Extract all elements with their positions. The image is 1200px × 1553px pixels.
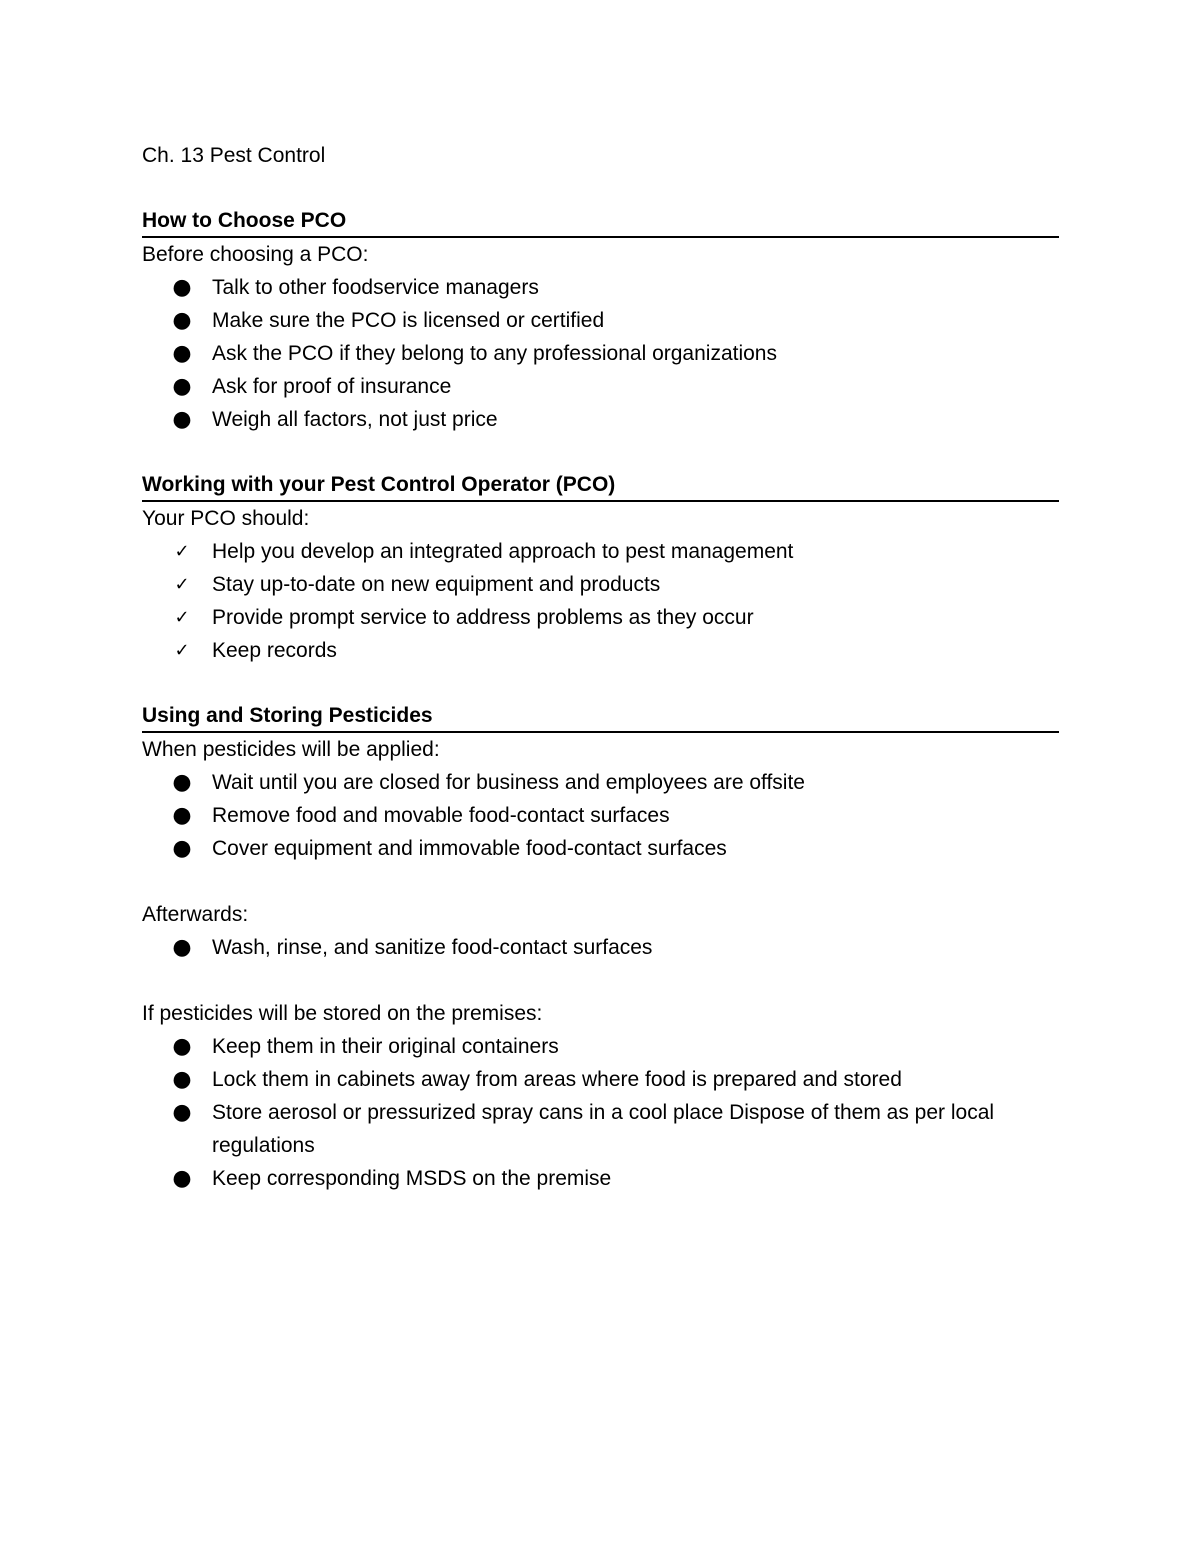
list-item — [142, 271, 1059, 304]
list-item — [142, 403, 1059, 436]
list-item-text: Make sure the PCO is licensed or certified — [212, 309, 605, 332]
list-item — [142, 568, 1059, 601]
list-item — [142, 1063, 1059, 1096]
list-item — [142, 931, 1059, 964]
section-using-storing-pesticides — [142, 700, 1059, 1195]
list-item-text: Remove food and movable food-contact surfaces — [212, 804, 670, 827]
list-item-text: Provide prompt service to address problems as they occur — [212, 606, 754, 629]
list-item-text: Keep corresponding MSDS on the premise — [212, 1167, 612, 1190]
list-item — [142, 832, 1059, 865]
list-item-text: Store aerosol or pressurized spray cans in a cool place Dispose of them as per local regulations — [212, 1101, 995, 1157]
list-item-text: Help you develop an integrated approach to pest management — [212, 540, 794, 563]
list-item-text: Talk to other foodservice managers — [212, 276, 539, 299]
checkmark-icon: ✓ — [174, 607, 190, 628]
bullet-list — [142, 931, 1059, 964]
bullet-icon: ● — [172, 935, 192, 960]
section-intro: When pesticides will be applied: — [142, 738, 440, 761]
section-heading: Using and Storing Pesticides — [142, 700, 1059, 733]
subgroup-intro: If pesticides will be stored on the premises: — [142, 1002, 543, 1025]
bullet-list — [142, 1030, 1059, 1195]
bullet-icon: ● — [172, 770, 192, 795]
list-item — [142, 304, 1059, 337]
bullet-icon: ● — [172, 1067, 192, 1092]
bullet-icon: ● — [172, 803, 192, 828]
list-item-text: Ask the PCO if they belong to any professional organizations — [212, 342, 777, 365]
section-working-with-pco — [142, 469, 1059, 667]
bullet-icon: ● — [172, 341, 192, 366]
bullet-icon: ● — [172, 836, 192, 861]
checkmark-icon: ✓ — [174, 574, 190, 595]
list-item — [142, 601, 1059, 634]
checkmark-icon: ✓ — [174, 541, 190, 562]
list-item-text: Wash, rinse, and sanitize food-contact surfaces — [212, 936, 653, 959]
list-item — [142, 1030, 1059, 1063]
list-item — [142, 766, 1059, 799]
list-item-text: Cover equipment and immovable food-contact surfaces — [212, 837, 727, 860]
subgroup-intro: Afterwards: — [142, 903, 249, 926]
list-item — [142, 799, 1059, 832]
bullet-list — [142, 271, 1059, 436]
list-item-text: Keep records — [212, 639, 337, 662]
list-item — [142, 1162, 1059, 1195]
section-how-to-choose-pco — [142, 205, 1059, 436]
checkmark-icon: ✓ — [174, 640, 190, 661]
section-heading: Working with your Pest Control Operator (PCO) — [142, 469, 1059, 502]
document-title: Ch. 13 Pest Control — [142, 144, 326, 167]
bullet-list — [142, 766, 1059, 865]
bullet-icon: ● — [172, 407, 192, 432]
bullet-icon: ● — [172, 275, 192, 300]
list-item — [142, 535, 1059, 568]
checklist — [142, 535, 1059, 667]
list-item-text: Ask for proof of insurance — [212, 375, 452, 398]
bullet-icon: ● — [172, 308, 192, 333]
list-item-text: Keep them in their original containers — [212, 1035, 559, 1058]
bullet-icon: ● — [172, 1034, 192, 1059]
list-item-text: Weigh all factors, not just price — [212, 408, 498, 431]
list-item — [142, 370, 1059, 403]
bullet-icon: ● — [172, 1100, 192, 1125]
bullet-icon: ● — [172, 1166, 192, 1191]
afterwards-group — [142, 898, 1059, 964]
list-item-text: Lock them in cabinets away from areas where food is prepared and stored — [212, 1068, 902, 1091]
section-intro: Your PCO should: — [142, 507, 310, 530]
section-intro: Before choosing a PCO: — [142, 243, 369, 266]
storage-group — [142, 997, 1059, 1195]
bullet-icon: ● — [172, 374, 192, 399]
list-item-text: Wait until you are closed for business and employees are offsite — [212, 771, 805, 794]
document-page — [142, 139, 1059, 1195]
list-item — [142, 634, 1059, 667]
list-item-text: Stay up-to-date on new equipment and products — [212, 573, 661, 596]
list-item — [142, 337, 1059, 370]
section-heading: How to Choose PCO — [142, 205, 1059, 238]
list-item — [142, 1096, 1059, 1162]
